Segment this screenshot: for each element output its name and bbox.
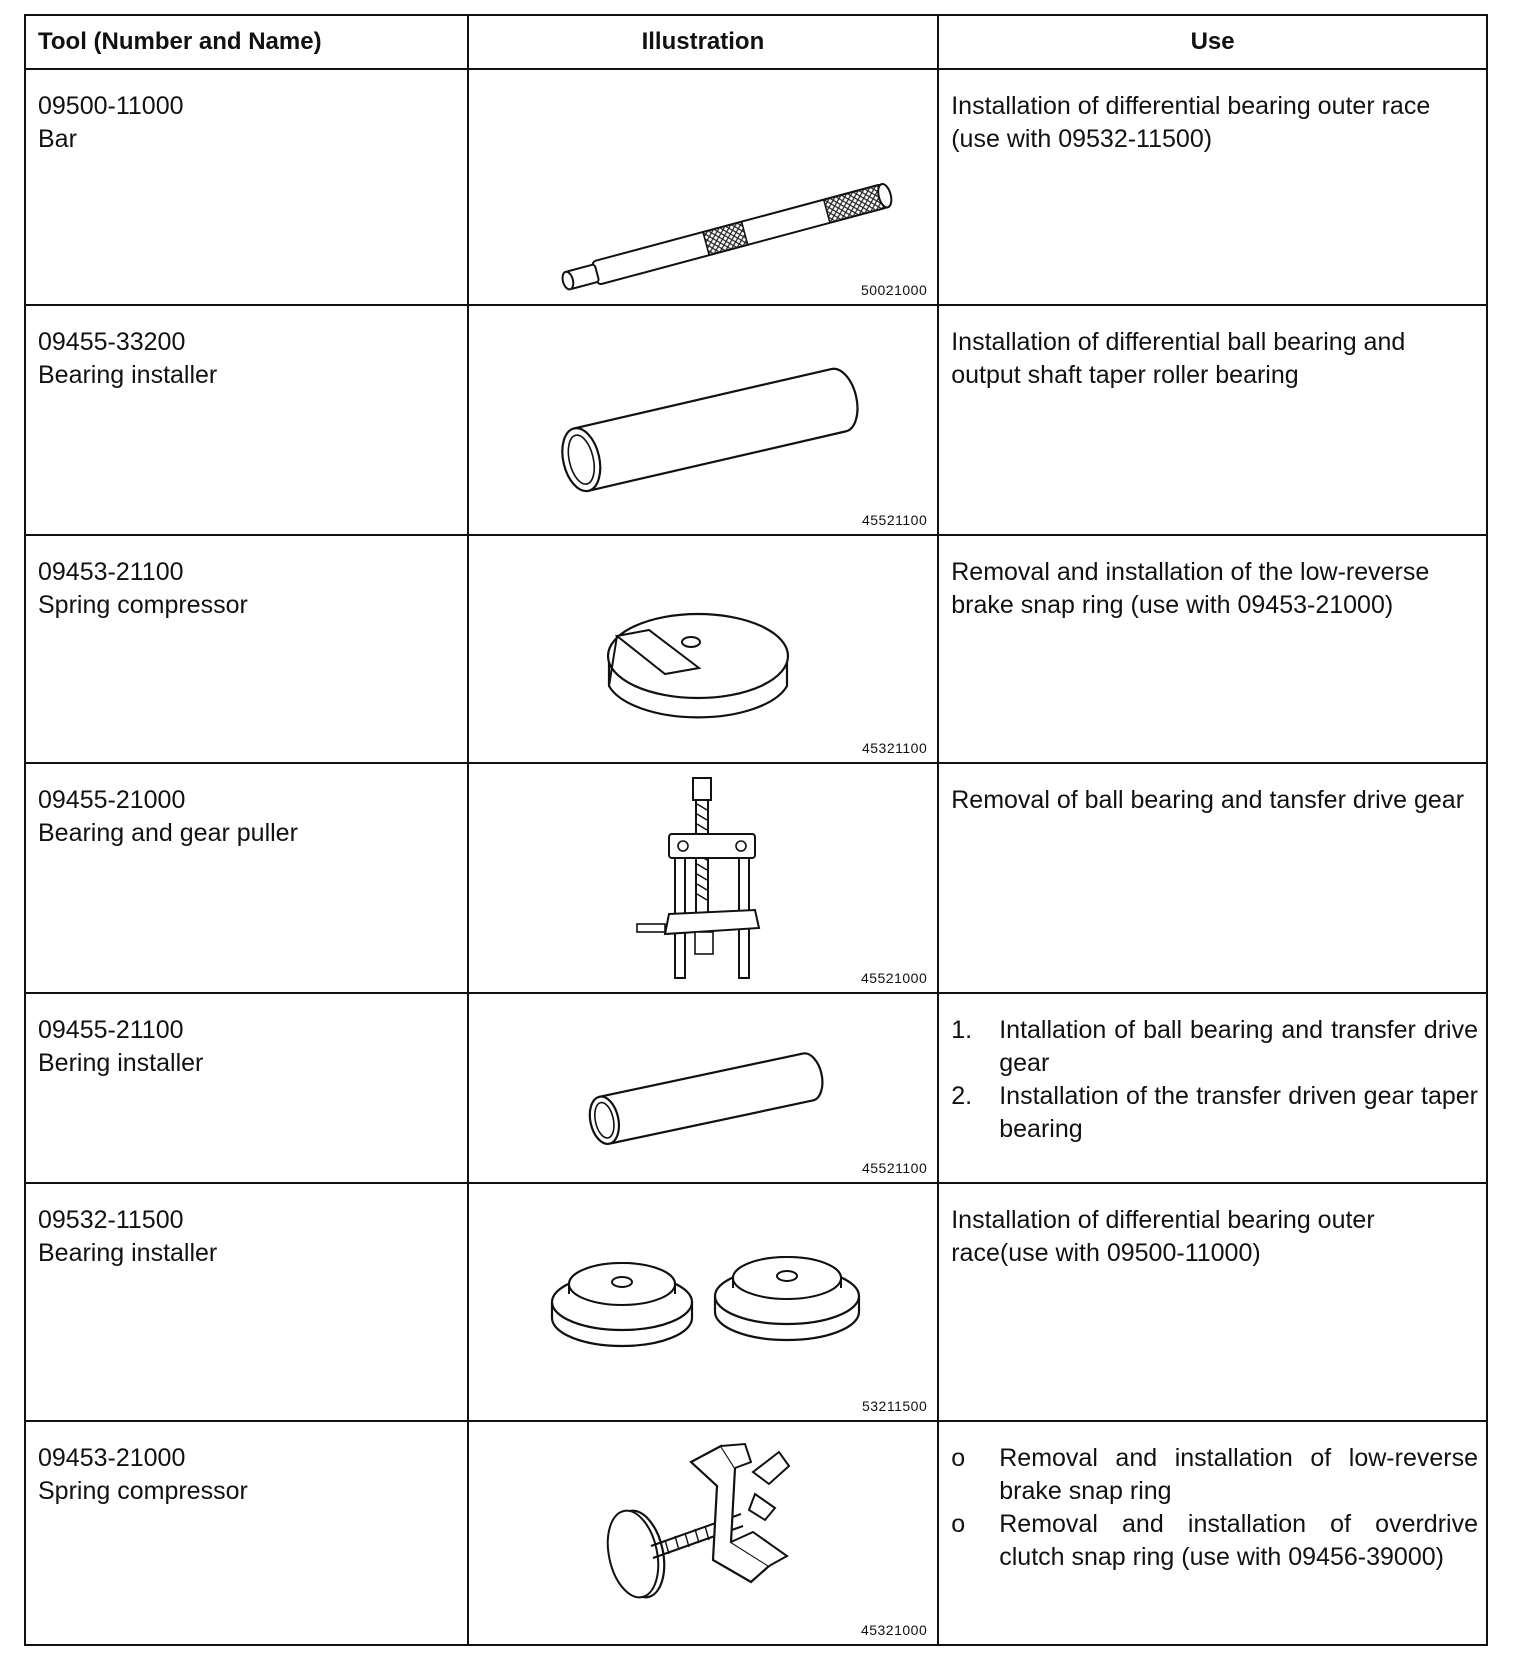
illustration-cell [468, 1183, 939, 1421]
spring-compressor-plate-illustration [469, 536, 935, 760]
illustration-cell [468, 763, 939, 993]
use-text: Removal and installation of the low-reverse brake snap ring (use with 09453-21000) [951, 558, 1430, 619]
list-marker: 2. [951, 1082, 973, 1110]
list-item [951, 1442, 1478, 1508]
use-text: Removal of ball bearing and tansfer drive gear [951, 786, 1465, 814]
table-row [25, 993, 1487, 1183]
tool-cell [25, 993, 468, 1183]
list-text: Removal and installation of overdrive clutch snap ring (use with 09456-39000) [999, 1510, 1478, 1571]
illustration-cell [468, 1421, 939, 1645]
list-text: Intallation of ball bearing and transfer drive gear [999, 1016, 1478, 1077]
special-tools-table [24, 14, 1488, 1646]
tool-number: 09532-11500 [38, 1206, 184, 1234]
list-marker: 1. [951, 1016, 973, 1044]
tool-cell [25, 763, 468, 993]
illustration-cell [468, 535, 939, 763]
table-row [25, 763, 1487, 993]
list-marker: o [951, 1510, 966, 1538]
tool-name: Spring compressor [38, 591, 248, 619]
list-item [951, 1508, 1478, 1574]
special-tools-table-sheet [24, 14, 1488, 1652]
illustration-code: 50021000 [860, 282, 928, 298]
installer-disc-left [552, 1263, 692, 1346]
tool-number: 09453-21100 [38, 558, 184, 586]
table-row [25, 69, 1487, 305]
tool-cell [25, 535, 468, 763]
illustration-code: 45521100 [861, 1160, 928, 1176]
tool-cell [25, 1183, 468, 1421]
tool-number: 09455-33200 [38, 328, 186, 356]
tool-name: Bearing and gear puller [38, 819, 298, 847]
spring-compressor-clamp-illustration [469, 1422, 935, 1642]
header-illustration: Illustration [468, 15, 939, 69]
list-marker: o [951, 1444, 966, 1472]
tool-name: Bering installer [38, 1049, 204, 1077]
list-item [951, 1014, 1478, 1080]
use-text: Installation of differential ball bearing and output shaft taper roller bearing [951, 328, 1406, 389]
illustration-cell [468, 993, 939, 1183]
use-text: Installation of differential bearing outer race(use with 09500-11000) [951, 1206, 1375, 1267]
tool-name: Spring compressor [38, 1477, 248, 1505]
header-use: Use [938, 15, 1487, 69]
table-row [25, 305, 1487, 535]
tool-name: Bar [38, 125, 77, 153]
installer-disc-right [715, 1257, 859, 1340]
list-text: Removal and installation of low-reverse brake snap ring [999, 1444, 1478, 1505]
tool-number: 09455-21000 [38, 786, 186, 814]
tool-number: 09453-21000 [38, 1444, 186, 1472]
outer-race-installer-illustration [469, 1184, 935, 1418]
illustration-cell [468, 305, 939, 535]
table-row [25, 535, 1487, 763]
illustration-code: 45521000 [860, 970, 928, 986]
use-cell [938, 1183, 1487, 1421]
bar-tool-illustration [469, 70, 935, 302]
tool-cell [25, 1421, 468, 1645]
illustration-code: 45521100 [861, 512, 928, 528]
list-text: Installation of the transfer driven gear taper bearing [999, 1082, 1478, 1143]
use-cell [938, 1421, 1487, 1645]
use-list [951, 1442, 1478, 1574]
use-cell [938, 305, 1487, 535]
illustration-code: 45321000 [860, 1622, 928, 1638]
use-cell [938, 535, 1487, 763]
tool-number: 09455-21100 [38, 1016, 184, 1044]
tool-cell [25, 305, 468, 535]
use-text: Installation of differential bearing outer race (use with 09532-11500) [951, 92, 1431, 153]
use-cell [938, 993, 1487, 1183]
header-tool: Tool (Number and Name) [25, 15, 468, 69]
use-list [951, 1014, 1478, 1146]
tool-name: Bearing installer [38, 361, 218, 389]
use-cell [938, 69, 1487, 305]
table-row [25, 1421, 1487, 1645]
tube-installer-illustration [469, 306, 935, 532]
header-row [25, 15, 1487, 69]
illustration-cell [468, 69, 939, 305]
tool-number: 09500-11000 [38, 92, 184, 120]
table-row [25, 1183, 1487, 1421]
illustration-code: 53211500 [861, 1398, 928, 1414]
tool-cell [25, 69, 468, 305]
illustration-code: 45321100 [861, 740, 928, 756]
small-tube-installer-illustration [469, 994, 935, 1180]
list-item [951, 1080, 1478, 1146]
gear-puller-illustration [469, 764, 935, 990]
use-cell [938, 763, 1487, 993]
tool-name: Bearing installer [38, 1239, 218, 1267]
